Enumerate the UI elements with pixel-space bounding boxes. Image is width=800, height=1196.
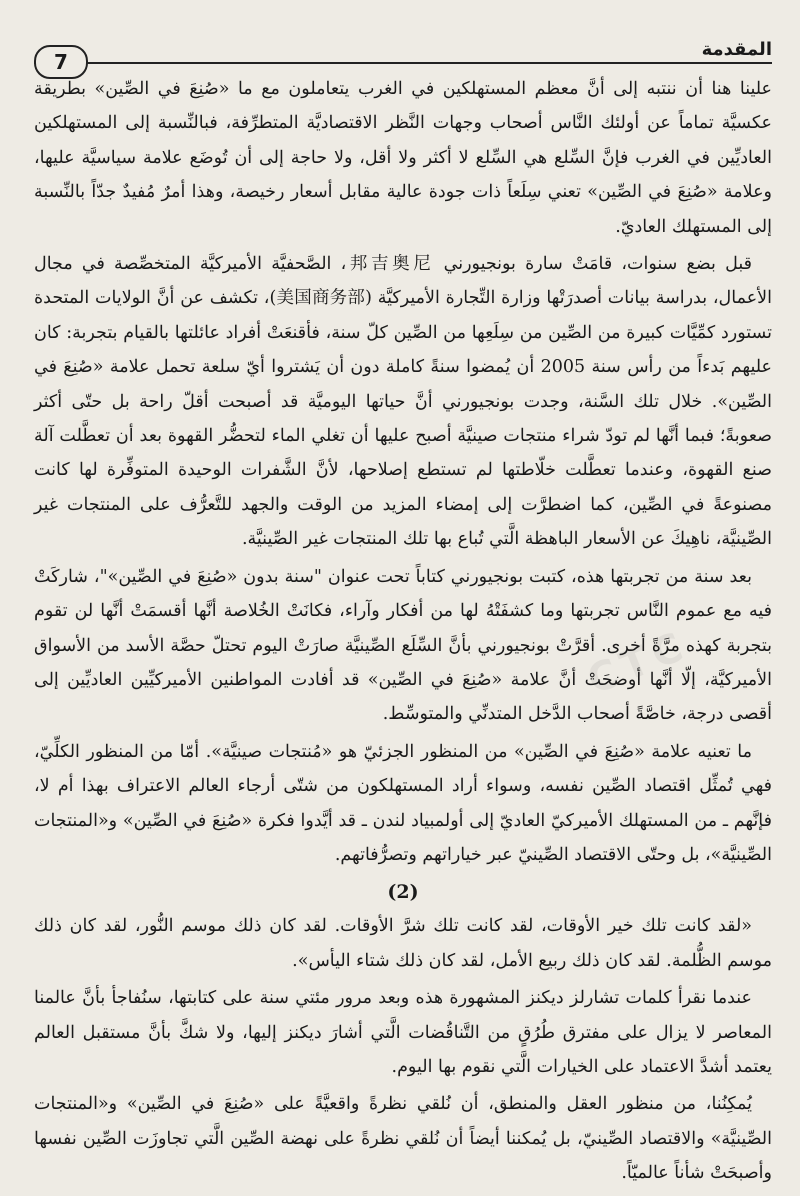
page-number: 7	[34, 45, 88, 79]
section-number: (2)	[387, 881, 419, 904]
page-header	[34, 28, 772, 74]
watermark: CTC	[581, 622, 695, 704]
quote-paragraph: «لقد كانت تلك خير الأوقات، لقد كانت تلك شرَّ الأوقات. لقد كان ذلك موسم النُّور، لقد كان ذلك موسم الظُّلمة. لقد كان ذلك ربيع الأمل، لقد كان ذلك شتاء اليأس».	[34, 916, 772, 971]
paragraph: ما تعنيه علامة «صُنِعَ في الصِّين» من المنظور الجزئيّ هو «مُنتجات صينيَّة». أمّا من المنظور الكلِّيّ، فهي تُمثِّل اقتصاد الصِّين نفسه، وسواء أراد المستهلكون من شتّى أرجاء العالم الاعتراف بهذا أم لا، فإنَّهم ـ من المستهلك الأميركيّ العاديّ إلى أولمبياد لندن ـ قد أيَّدوا فكرة «صُنِعَ في الصِّين» و«المنتجات الصِّينيَّة»، بل وحتّى الاقتصاد الصِّينيّ عبر خياراتهم وتصرُّفاتهم.	[34, 741, 772, 865]
paragraph: قبل بضع سنوات، قامَتْ سارة بونجيورني 邦吉奥尼، الصَّحفيَّة الأميركيَّة المتخصِّصة في مجال الأعمال، بدراسة بيانات أصدرَتْها وزارة التِّجارة الأميركيَّة (美国商务部)، تكشف عن أنَّ الولايات المتحدة تستورد كمِّيَّات كبيرة من الصِّين من سِلَعِها من الصِّين كلّ سنة، فأقنعَتْ أفراد عائلتها بالقيام بتجربة: كان عليهم بَدءاً من رأس سنة 2005 أن يُمضوا سنةً كاملة دون أن يَشتروا أيّ سلعة تحمل علامة «صُنِعَ في الصِّين». خلال تلك السَّنة، وجدت بونجيورني أنَّ حياتها اليوميَّة قد أصبحت أقلّ راحة بل حتّى أكثر صعوبةً؛ فبما أنَّها لم تودّ شراء منتجات صينيَّة أصبح عليها أن تغلي الماء لتحضُّر القهوة بعد أن تعطَّلت آلة صنع القهوة، وعندما تعطَّلت خلّاطتها لم تستطع إصلاحها، لأنَّ الشَّفرات الوحيدة المتوفِّرة لها كانت مصنوعةً في الصِّين، كما اضطرَّت إلى إمضاء المزيد من الوقت والجهد للتَّعرُّف على المنتجات غير الصِّينيَّة، ناهِيكَ عن الأسعار الباهظة الَّتي تُباع بها تلك المنتجات غير الصِّينيَّة.	[34, 254, 773, 550]
section-title: المقدمة	[701, 39, 772, 60]
paragraph: عندما نقرأ كلمات تشارلز ديكنز المشهورة هذه وبعد مرور مئتي سنة على كتابتها، سنُفاجأ بأنَّ عالمنا المعاصر لا يزال على مفترق طُرُقٍ من التَّناقُضات الَّتي أشارَ ديكنز إليها، ولا شكَّ بأنَّ مستقبل العالم يعتمد أشدَّ الاعتماد على الخيارات الَّتي نقوم بها اليوم.	[34, 988, 772, 1077]
paragraph: بعد سنة من تجربتها هذه، كتبت بونجيورني كتاباً تحت عنوان "سنة بدون «صُنِعَ في الصِّين»"، شاركَتْ فيه مع عموم النَّاس تجربتها وما كشفَتْهُ لها من أفكار وآراء، فكانَتْ الخُلاصة أنَّها أقسمَتْ أنَّها لن تقوم بتجربة كهذه مرَّةً أخرى. أقرَّتْ بونجيورني بأنَّ السِّلَع الصِّينيَّة صارَتْ اليوم تحتلّ حصَّة الأسد من الأسواق الأميركيَّة، إلّا أنَّها أوضحَتْ أنَّ علامة «صُنِعَ في الصِّين» قد أفادت المواطنين الأميركيِّين العاديِّين إلى أقصى درجة، خاصَّةً أصحاب الدَّخل المتدنِّي والمتوسِّط.	[34, 566, 772, 725]
page-content	[34, 72, 772, 1191]
paragraph: علينا هنا أن ننتبه إلى أنَّ معظم المستهلكين في الغرب يتعاملون مع ما «صُنِعَ في الصِّين» بطريقة عكسيَّة تماماً عن أولئك النَّاس أصحاب وجهات النَّظر الاقتصاديَّة المتطرِّفة، فبالنِّسبة إلى المستهلكين العاديِّين في الغرب فإنَّ السِّلع هي السِّلع لا أكثر ولا أقل، ولا حاجة إلى أن تُوضَع علامة سياسيَّة عليها، وعلامة «صُنِعَ في الصِّين» تعني سِلَعاً ذات جودة عالية مقابل أسعار رخيصة، وهذا أمرٌ مُفيدٌ جدّاً بالنِّسبة إلى المستهلك العاديّ.	[34, 79, 772, 237]
paragraph: يُمكِنُنا، من منظور العقل والمنطق، أن نُلقي نظرةً واقعيَّةً على «صُنِعَ في الصِّين» و«المنتجات الصِّينيَّة» والاقتصاد الصِّينيّ، بل يُمكننا أيضاً أن نُلقي نظرةً على نهضة الصِّين الَّتي تجاوزَت الصِّين نفسها وأصبحَتْ شأناً عالميّاً.	[34, 1094, 772, 1184]
